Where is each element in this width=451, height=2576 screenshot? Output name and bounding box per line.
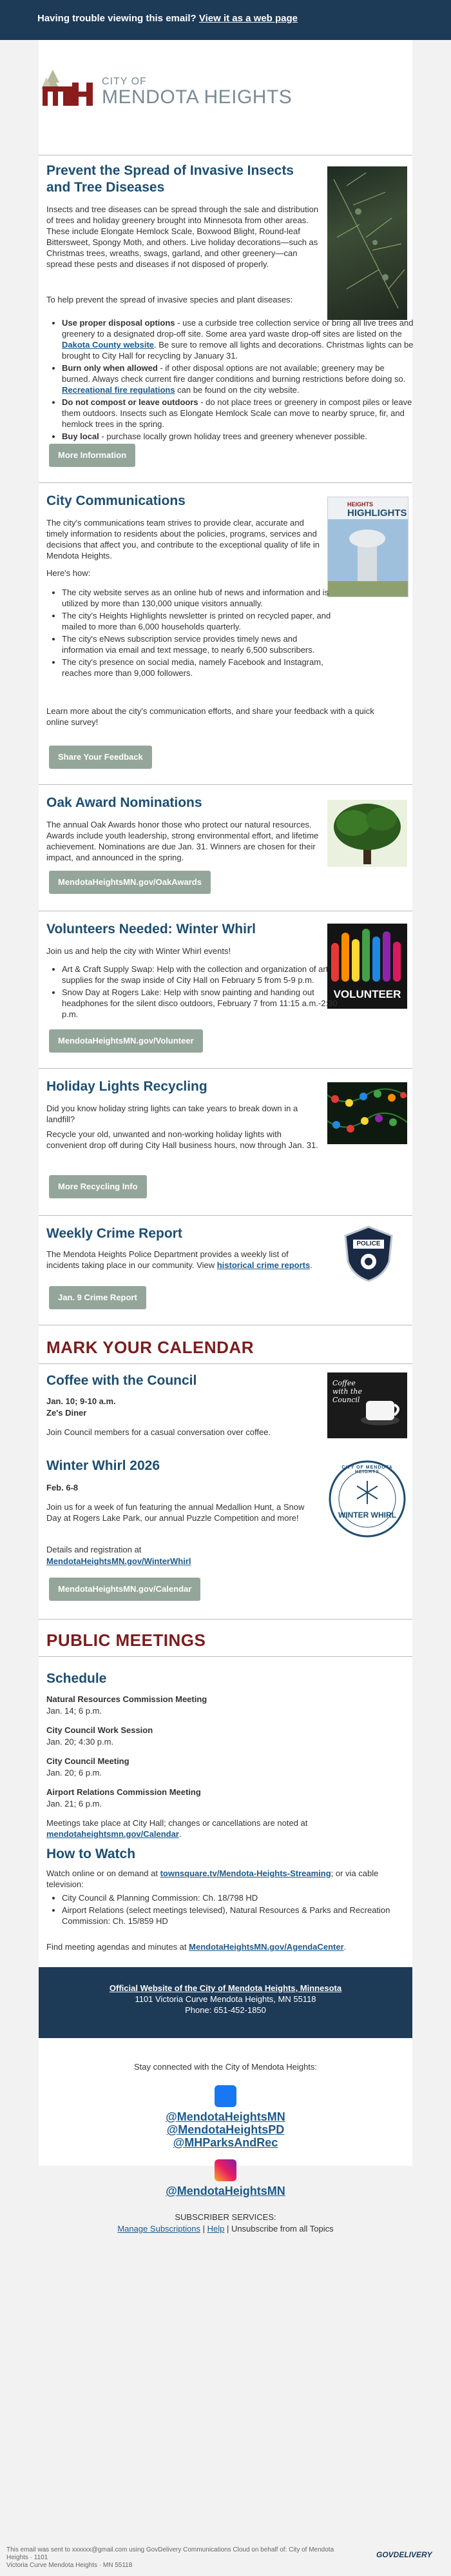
invasive-intro: Insects and tree diseases can be spread through the sale and distribution of trees and holiday greenery brought into Minnesota from other areas. These include Elongate Hemlock Scale, Boxwood Blight, Round-leaf Bittersweet, Spongy Moth, and others. Live holiday decorations—such as Christmas trees, wreaths, swags, garland, and other greenery—can spread these pests and diseases if not disposed of properly.	[46, 204, 319, 269]
meetings-note: Meetings take place at City Hall; changes or cancellations are noted at mendotaheightsmn.gov/Calendar.	[46, 1818, 308, 1839]
whirl-badge-text: WINTER WHIRL	[338, 1511, 396, 1520]
mag-line1: HEIGHTS	[347, 501, 374, 508]
subscriber-services-label: SUBSCRIBER SERVICES:	[175, 2212, 276, 2222]
invasive-title: Prevent the Spread of Invasive Insects and Tree Diseases	[46, 163, 294, 195]
list-item: • Snow Day at Rogers Lake: Help with snow painting and handing out headphones for the silent disco outdoors, February 7 from 11:15 a.m.-2:30 p.m.	[62, 987, 339, 1020]
coffee-text: Join Council members for a casual conversation over coffee.	[46, 1427, 271, 1437]
oak-tree-image	[327, 800, 407, 867]
calendar-link[interactable]: mendotaheightsmn.gov/Calendar	[46, 1829, 179, 1839]
social-link-pd[interactable]: @MendotaHeightsPD	[166, 2123, 285, 2136]
social-link-parks[interactable]: @MHParksAndRec	[173, 2136, 278, 2149]
logo-line1: CITY OF	[102, 76, 147, 87]
official-website-link[interactable]: Official Website of the City of Mendota Heights, Minnesota	[109, 1983, 342, 1993]
list-item: • Art & Craft Supply Swap: Help with the collection and organization of art supplies for the swap inside of City Hall on February 5 from 5-9 p.m.	[62, 964, 339, 986]
oak-title: Oak Award Nominations	[46, 795, 202, 810]
newsletter-cover-image	[327, 497, 408, 597]
invasive-help: To help prevent the spread of invasive species and plant diseases:	[46, 295, 293, 304]
volunteer-hands-image	[327, 924, 407, 1009]
list-item: • Do not compost or leave outdoors - do not place trees or greenery in compost piles or leave them outdoors. Insects such as Elongate Hemlock Scale can move to nearby spruce, fir, and hemlock trees in the spring.	[62, 397, 414, 430]
list-item: • The city's Heights Highlights newsletter is printed on recycled paper, and mailed to more than 6,000 households quarterly.	[62, 610, 339, 632]
govdelivery-logo: GOVDELIVERY	[376, 2550, 432, 2559]
logo-wordmark	[102, 76, 292, 108]
comms-title: City Communications	[46, 493, 186, 508]
holiday-lights-image	[327, 1082, 407, 1144]
watch-text: Watch online or on demand at townsquare.tv/Mendota-Heights-Streaming; or via cable television:	[46, 1868, 379, 1889]
divider	[39, 1068, 412, 1069]
coffee-image	[327, 1372, 407, 1438]
mag-line2: HIGHLIGHTS	[347, 508, 407, 519]
social-section	[0, 2061, 451, 2235]
help-link[interactable]: Help	[207, 2224, 225, 2234]
list-item: • Use proper disposal options - use a curbside tree collection service or bring all live trees and greenery to a designated drop-off site. Some area yard waste drop-off sites are listed on the Dakota County website. Be sure to remove all lights and decorations. Christmas lights can be brought to City Hall for recycling by January 31.	[62, 317, 414, 361]
oak-awards-button[interactable]: MendotaHeightsMN.gov/OakAwards	[49, 871, 211, 894]
winter-whirl-logo	[327, 1459, 407, 1539]
view-web-page-link[interactable]: View it as a web page	[198, 13, 298, 24]
crime-title: Weekly Crime Report	[46, 1226, 182, 1241]
lights-p1: Did you know holiday string lights can take years to break down in a landfill?	[46, 1104, 298, 1124]
volunteer-title: Volunteers Needed: Winter Whirl	[46, 922, 256, 936]
lights-title: Holiday Lights Recycling	[46, 1079, 207, 1094]
whirl-title: Winter Whirl 2026	[46, 1458, 160, 1473]
more-information-button[interactable]: More Information	[49, 444, 135, 467]
top-banner	[0, 0, 451, 40]
legal-text: This email was sent to xxxxxx@gmail.com using GovDelivery Communications Cloud on behalf of: City of Mendota Heights · 1101 Victoria Curve Mendota Heights · MN 55118	[6, 2546, 334, 2569]
schedule-title: Schedule	[46, 1671, 107, 1686]
coffee-where: Ze's Diner	[46, 1408, 87, 1418]
watch-title: How to Watch	[46, 1847, 136, 1861]
city-logo-icon[interactable]	[39, 67, 97, 112]
footer-address: 1101 Victoria Curve Mendota Heights, MN 55118	[135, 1994, 316, 2004]
whirl-details: Details and registration at	[46, 1545, 142, 1554]
meeting-when: Jan. 20; 4:30 p.m.	[46, 1737, 114, 1747]
logo-line2: MENDOTA HEIGHTS	[102, 86, 293, 108]
meetings-heading: PUBLIC MEETINGS	[46, 1630, 206, 1650]
winter-whirl-link[interactable]: MendotaHeightsMN.gov/WinterWhirl	[46, 1556, 191, 1566]
whirl-badge-top: CITY OF MENDOTA HEIGHTS	[341, 1465, 393, 1474]
police-badge-icon	[339, 1224, 398, 1283]
townsquare-link[interactable]: townsquare.tv/Mendota-Heights-Streaming	[160, 1868, 331, 1878]
whirl-text: Join us for a week of fun featuring the annual Medallion Hunt, a Snow Day at Rogers Lake Park, our annual Puzzle Competition and more!	[46, 1502, 305, 1523]
footer-phone: Phone: 651-452-1850	[185, 2005, 266, 2015]
calendar-heading: MARK YOUR CALENDAR	[46, 1338, 254, 1357]
list-item: • Buy local - purchase locally grown holiday trees and greenery whenever possible.	[62, 431, 414, 442]
oak-text: The annual Oak Awards honor those who protect our natural resources. Awards include youth leadership, strong environmental effort, and lifetime achievement. Nominations are due Jan. 31. Winners are chosen for their impact, and announced in the spring.	[46, 820, 319, 862]
list-item: • Airport Relations (select meetings televised), Natural Resources & Parks and Recreation Commission: Ch. 15/859 HD	[62, 1905, 410, 1927]
meeting-name: City Council Work Session	[46, 1725, 153, 1735]
comms-how: Here's how:	[46, 568, 91, 578]
list-item: • Burn only when allowed - if other disposal options are not available; greenery may be burned. Always check current fire danger conditions and burning restrictions before doing so. Recreational fire regulations can be found on the city website.	[62, 362, 414, 395]
coffee-title: Coffee with the Council	[46, 1373, 197, 1388]
dakota-county-link[interactable]: Dakota County website	[62, 340, 155, 350]
recycling-info-button[interactable]: More Recycling Info	[49, 1175, 147, 1198]
coffee-image-text: Coffee with the Council	[332, 1379, 362, 1404]
agenda-center-link[interactable]: MendotaHeightsMN.gov/AgendaCenter	[189, 1942, 344, 1952]
volunteer-list	[46, 964, 339, 1021]
share-feedback-button[interactable]: Share Your Feedback	[49, 746, 152, 769]
agenda-text: Find meeting agendas and minutes at MendotaHeightsMN.gov/AgendaCenter.	[46, 1942, 347, 1952]
historical-crime-link[interactable]: historical crime reports	[216, 1260, 311, 1270]
footer-site-line	[39, 1983, 412, 1994]
meeting-when: Jan. 21; 6 p.m.	[46, 1799, 102, 1808]
meeting-name: Airport Relations Commission Meeting	[46, 1787, 201, 1797]
whirl-link-line	[46, 1556, 321, 1567]
meeting-when: Jan. 20; 6 p.m.	[46, 1768, 102, 1778]
comms-intro: The city's communications team strives to provide clear, accurate and timely information to residents about the policies, programs, services and decisions that affect you, and contribute to the exceptional quality of life in Mendota Heights.	[46, 518, 320, 560]
invasive-list	[46, 317, 414, 443]
volunteer-word: VOLUNTEER	[333, 988, 401, 1000]
banner-text	[37, 13, 298, 24]
calendar-button[interactable]: MendotaHeightsMN.gov/Calendar	[49, 1578, 200, 1601]
divider	[39, 1215, 412, 1216]
pine-branch-image	[327, 166, 407, 320]
comms-outro: Learn more about the city's communication efforts, and share your feedback with a quick online survey!	[46, 706, 374, 727]
unsubscribe-text[interactable]: Unsubscribe from all Topics	[231, 2224, 334, 2234]
list-item: • The city's eNews subscription service provides timely news and information via email and text message, to nearly 6,500 subscribers.	[62, 633, 339, 655]
crime-text: The Mendota Heights Police Department provides a weekly list of incidents taking place in our community. View historical crime reports.	[46, 1249, 312, 1270]
stay-connected-text: Stay connected with the City of Mendota Heights:	[134, 2062, 317, 2072]
meeting-when: Jan. 14; 6 p.m.	[46, 1706, 102, 1716]
comms-list	[46, 587, 339, 680]
manage-subscriptions-link[interactable]: Manage Subscriptions	[117, 2224, 200, 2234]
meeting-name: City Council Meeting	[46, 1756, 130, 1766]
list-item: • The city website serves as an online hub of news and information and is utilized by more than 130,000 unique visitors annually.	[62, 587, 339, 609]
facebook-icon[interactable]	[215, 2085, 236, 2107]
divider	[39, 1656, 412, 1657]
instagram-link[interactable]: @MendotaHeightsMN	[166, 2185, 285, 2197]
instagram-icon[interactable]	[215, 2159, 236, 2181]
list-item: • City Council & Planning Commission: Ch. 18/798 HD	[62, 1892, 410, 1903]
badge-text: POLICE	[356, 1240, 381, 1247]
fire-regulations-link[interactable]: Recreational fire regulations	[62, 385, 175, 395]
banner-prefix: Having trouble viewing this email?	[37, 13, 197, 24]
divider	[39, 1363, 412, 1364]
divider	[39, 784, 412, 785]
crime-report-button[interactable]: Jan. 9 Crime Report	[49, 1286, 146, 1309]
lights-p2: Recycle your old, unwanted and non-working holiday lights with convenient drop off during City Hall business hours, now through Jan. 31.	[46, 1129, 318, 1150]
coffee-when: Jan. 10; 9-10 a.m.	[46, 1396, 116, 1406]
social-link-city[interactable]: @MendotaHeightsMN	[166, 2110, 285, 2123]
meeting-name: Natural Resources Commission Meeting	[46, 1694, 207, 1704]
list-item: • The city's presence on social media, namely Facebook and Instagram, reaches more than 9,000 followers.	[62, 657, 339, 679]
volunteer-intro: Join us and help the city with Winter Whirl events!	[46, 946, 231, 956]
whirl-when: Feb. 6-8	[46, 1483, 79, 1492]
footer-band	[39, 1967, 412, 2038]
subscriber-links: Manage Subscriptions | Help | Unsubscribe from all Topics	[117, 2224, 334, 2234]
divider	[39, 1619, 412, 1620]
volunteer-button[interactable]: MendotaHeightsMN.gov/Volunteer	[49, 1029, 203, 1053]
channel-list	[46, 1892, 410, 1928]
divider	[39, 482, 412, 483]
